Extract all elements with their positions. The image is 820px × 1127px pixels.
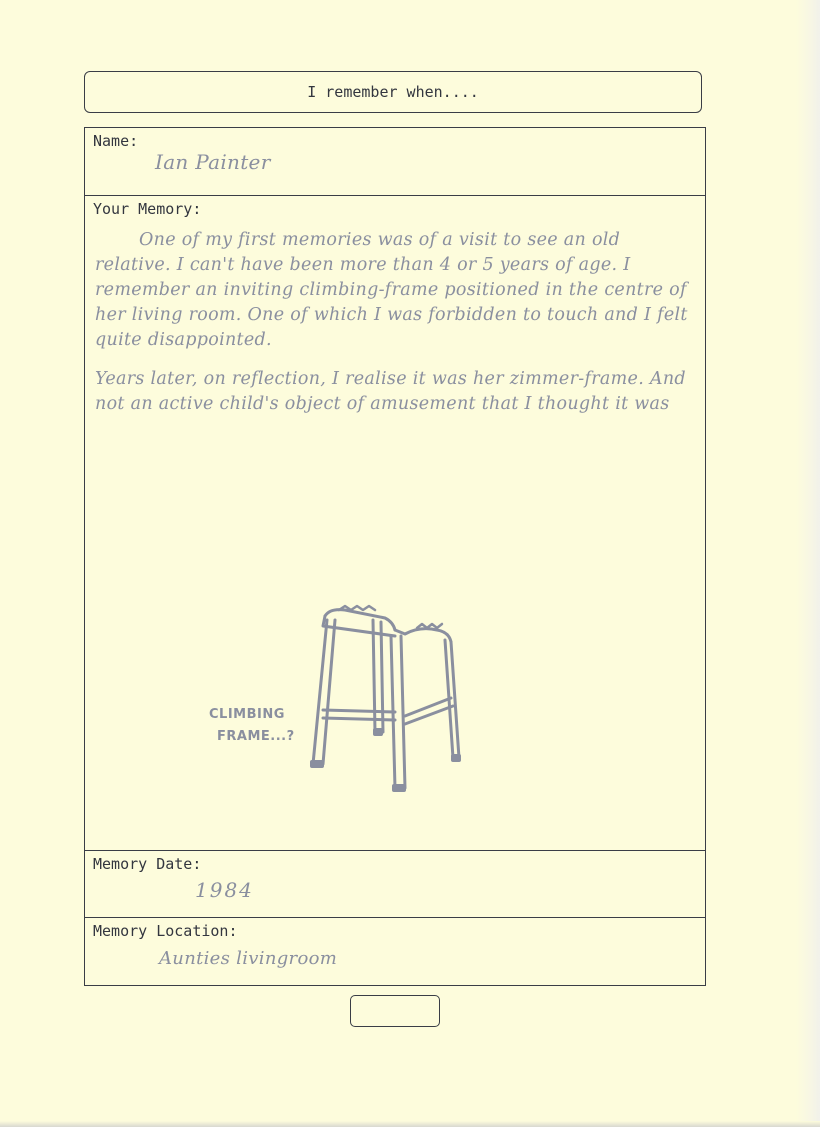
memory-form: [84, 127, 706, 986]
name-value[interactable]: Ian Painter: [155, 150, 271, 174]
paper-edge: [796, 0, 820, 1127]
memory-date-label: Memory Date:: [93, 855, 202, 873]
zimmer-frame-sketch: [205, 596, 485, 796]
form-title: I remember when....: [307, 83, 479, 101]
memory-location-label: Memory Location:: [93, 922, 238, 940]
sketch-label: CLIMBING FRAME...?: [209, 707, 295, 744]
memory-location-section: [85, 917, 705, 984]
memory-location-value[interactable]: Aunties livingroom: [159, 948, 338, 969]
name-section: [85, 128, 705, 195]
memory-date-value[interactable]: 1984: [195, 878, 254, 902]
name-label: Name:: [93, 132, 139, 150]
memory-section: [85, 195, 705, 850]
form-title-box: [84, 71, 702, 113]
paper-bottom-edge: [0, 1121, 820, 1127]
memory-label: Your Memory:: [93, 200, 202, 218]
memory-date-section: [85, 850, 705, 917]
memory-paragraph: Years later, on reflection, I realise it was her zimmer-frame. And not an active child's object of amusement that I thought it was: [95, 369, 686, 414]
memory-paragraph: One of my first memories was of a visit to see an old relative. I can't have been more than 4 or 5 years of age. I remember an inviting climbing-frame positioned in the centre of her living room. One of which I was forbidden to touch and I felt quite disappointed.: [95, 230, 688, 350]
empty-button-box[interactable]: [350, 995, 440, 1027]
memory-text[interactable]: [95, 228, 695, 431]
